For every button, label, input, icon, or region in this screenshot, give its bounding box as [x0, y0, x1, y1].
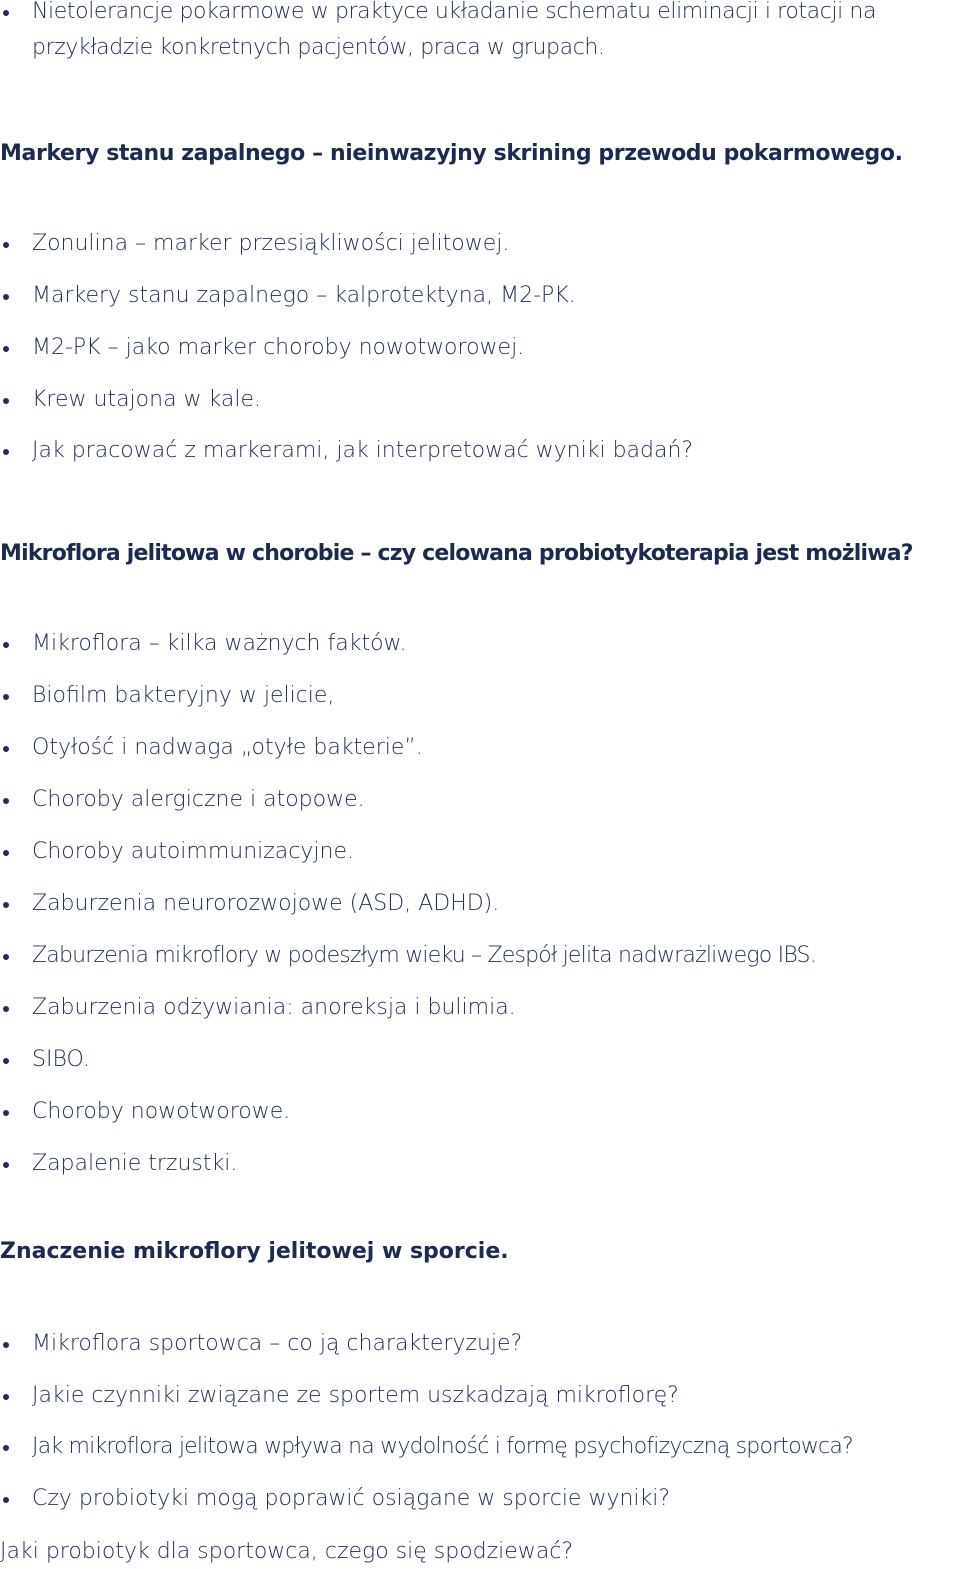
list-item-text: Biofilm bakteryjny w jelicie,	[32, 683, 335, 708]
list-item	[0, 730, 960, 766]
list-item-text: Zaburzenia neurorozwojowe (ASD, ADHD).	[32, 891, 500, 916]
list-item-text: Zaburzenia mikroflory w podeszłym wieku – Zespół jelita nadwrażliwego IBS.	[32, 943, 816, 968]
list-item	[0, 1326, 960, 1362]
list-item-text: Zapalenie trzustki.	[32, 1151, 238, 1176]
list-item	[0, 1042, 960, 1078]
list-item-text: Choroby alergiczne i atopowe.	[32, 787, 365, 812]
list-item	[0, 678, 960, 714]
list-item-text: SIBO.	[32, 1047, 90, 1072]
list-item-text: Jak mikroflora jelitowa wpływa na wydolność i formę psychofizyczną sportowca?	[32, 1434, 853, 1459]
bullet-marker	[3, 694, 9, 700]
bullet-marker	[3, 1110, 9, 1116]
list-item-text: Mikroflora – kilka ważnych faktów.	[32, 631, 407, 656]
bullet-marker	[3, 294, 9, 300]
bullet-marker	[3, 798, 9, 804]
bullet-marker	[3, 1394, 9, 1400]
trailing-text: Jaki probiotyk dla sportowca, czego się spodziewać?	[0, 1539, 574, 1564]
list-item	[0, 886, 960, 922]
list-item-text: Otyłość i nadwaga „otyłe bakterie”.	[32, 735, 423, 760]
list-item	[0, 433, 960, 469]
bullet-marker	[3, 1162, 9, 1168]
bullet-marker	[3, 642, 9, 648]
list-item	[0, 226, 960, 262]
list-item-text: Nietolerancje pokarmowe w praktyce układanie schematu eliminacji i rotacji na przykładzie konkretnych pacjentów, praca w grupach.	[32, 0, 877, 60]
list-item-text: Mikroflora sportowca – co ją charakteryzuje?	[32, 1331, 523, 1356]
bullet-marker	[3, 10, 9, 16]
list-item	[0, 938, 960, 974]
bullet-marker	[3, 242, 9, 248]
list-item	[0, 1146, 960, 1182]
list-item	[0, 278, 960, 314]
list-item	[0, 1378, 960, 1414]
list-item-text: Choroby nowotworowe.	[32, 1099, 291, 1124]
list-item-text: Jak pracować z markerami, jak interpretować wyniki badań?	[32, 438, 694, 463]
list-item	[0, 382, 960, 418]
section-heading: Markery stanu zapalnego – nieinwazyjny skrining przewodu pokarmowego.	[0, 141, 903, 166]
bullet-marker	[3, 746, 9, 752]
list-item	[0, 834, 960, 870]
bullet-marker	[3, 1497, 9, 1503]
bullet-marker	[3, 1006, 9, 1012]
bullet-marker	[3, 954, 9, 960]
bullet-marker	[3, 902, 9, 908]
list-item-text: Zaburzenia odżywiania: anoreksja i bulimia.	[32, 995, 516, 1020]
list-item-text: Krew utajona w kale.	[32, 387, 262, 412]
bullet-marker	[3, 850, 9, 856]
list-item	[0, 1429, 960, 1465]
list-item	[0, 1481, 960, 1517]
bullet-marker	[3, 346, 9, 352]
bullet-marker	[3, 1058, 9, 1064]
list-item-text: Markery stanu zapalnego – kalprotektyna, M2-PK.	[32, 283, 576, 308]
list-item-text: Zonulina – marker przesiąkliwości jelitowej.	[32, 231, 510, 256]
list-item-text: Czy probiotyki mogą poprawić osiągane w sporcie wyniki?	[32, 1486, 671, 1511]
bullet-marker	[3, 1342, 9, 1348]
section-heading: Mikroflora jelitowa w chorobie – czy celowana probiotykoterapia jest możliwa?	[0, 541, 913, 566]
list-item	[0, 990, 960, 1026]
list-item-text: M2-PK – jako marker choroby nowotworowej.	[32, 335, 525, 360]
list-item	[0, 626, 960, 662]
list-item-text: Choroby autoimmunizacyjne.	[32, 839, 354, 864]
section-heading: Znaczenie mikroflory jelitowej w sporcie.	[0, 1239, 509, 1264]
bullet-marker	[3, 398, 9, 404]
list-item	[0, 782, 960, 818]
list-item	[0, 330, 960, 366]
bullet-marker	[3, 1445, 9, 1451]
list-item-text: Jakie czynniki związane ze sportem uszkadzają mikroflorę?	[32, 1383, 679, 1408]
list-item	[0, 0, 958, 66]
bullet-marker	[3, 449, 9, 455]
list-item	[0, 1094, 960, 1130]
